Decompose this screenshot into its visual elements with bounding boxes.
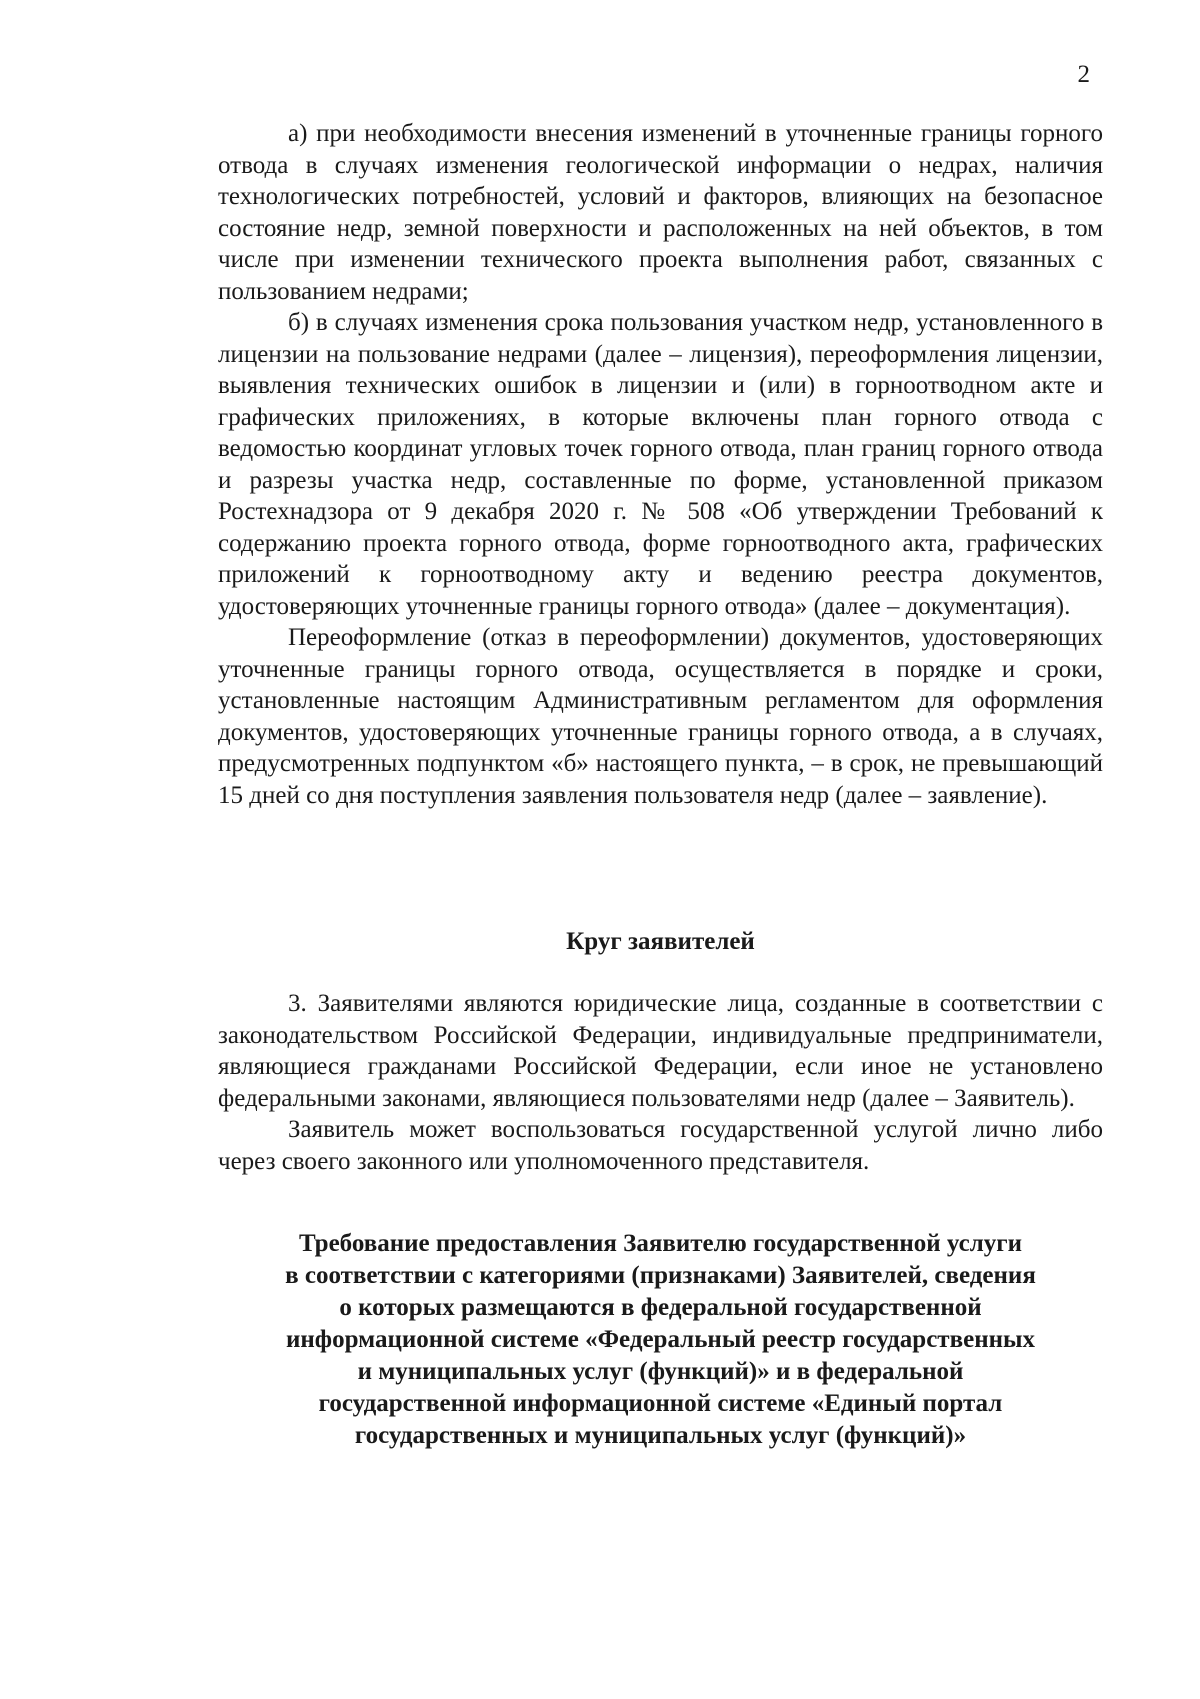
requirement-heading-line: государственных и муниципальных услуг (функций)»: [354, 1422, 967, 1449]
section-requirement-heading-wrap: [218, 1228, 1103, 1452]
requirement-heading-line: Требование предоставления Заявителю государственной услуги: [298, 1230, 1023, 1257]
paragraph-reissue: Переоформление (отказ в переоформлении) документов, удостоверяющих уточненные границы горного отвода, осуществляется в порядке и сроки, установленные настоящим Административным регламентом для оформления документов, удостоверяющих уточненные границы горного отвода, а в случаях, предусмотренных подпунктом «б» настоящего пункта, – в срок, не превышающий 15 дней со дня поступления заявления пользователя недр (далее – заявление).: [218, 624, 1103, 809]
paragraph-applicants-3: 3. Заявителями являются юридические лица, созданные в соответствии с законодательством Российской Федерации, индивидуальные предприниматели, являющиеся гражданами Российской Федерации, если иное не установлено федеральными законами, являющиеся пользователями недр (далее – Заявитель).: [218, 990, 1103, 1112]
requirement-heading-line: государственной информационной системе «Единый портал: [318, 1390, 1003, 1417]
paragraph-item-a: а) при необходимости внесения изменений в уточненные границы горного отвода в случаях изменения геологической информации о недрах, наличия технологических потребностей, условий и факторов, влияющих на безопасное состояние недр, земной поверхности и расположенных на ней объектов, в том числе при изменении технического проекта выполнения работ, связанных с пользованием недрами;: [218, 120, 1103, 305]
applicants-text-block: [218, 988, 1103, 1177]
requirement-heading-line: информационной системе «Федеральный реестр государственных: [285, 1326, 1036, 1353]
section-applicants-heading: Круг заявителей: [566, 928, 755, 955]
requirement-heading-line: в соответствии с категориями (признаками) Заявителей, сведения: [285, 1262, 1036, 1289]
page-number: 2: [1077, 61, 1090, 88]
requirement-heading-line: о которых размещаются в федеральной государственной: [339, 1294, 982, 1321]
intro-text-block: [218, 118, 1103, 811]
paragraph-item-b: б) в случаях изменения срока пользования участком недр, установленного в лицензии на пользование недрами (далее – лицензия), переоформления лицензии, выявления технических ошибок в лицензии и (или) в горноотводном акте и графических приложениях, в которые включены план горного отвода с ведомостью координат угловых точек горного отвода, план границ горного отвода и разрезы участка недр, составленные по форме, установленной приказом Ростехнадзора от 9 декабря 2020 г. № 508 «Об утверждении Требований к содержанию проекта горного отвода, форме горноотводного акта, графических приложений к горноотводному акту и ведению реестра документов, удостоверяющих уточненные границы горного отвода» (далее – документация).: [218, 309, 1103, 620]
section-applicants-heading-wrap: [218, 926, 1103, 958]
paragraph-applicants-representative: Заявитель может воспользоваться государственной услугой лично либо через своего законного или уполномоченного представителя.: [218, 1116, 1103, 1175]
requirement-heading-line: и муниципальных услуг (функций)» и в федеральной: [357, 1358, 964, 1385]
